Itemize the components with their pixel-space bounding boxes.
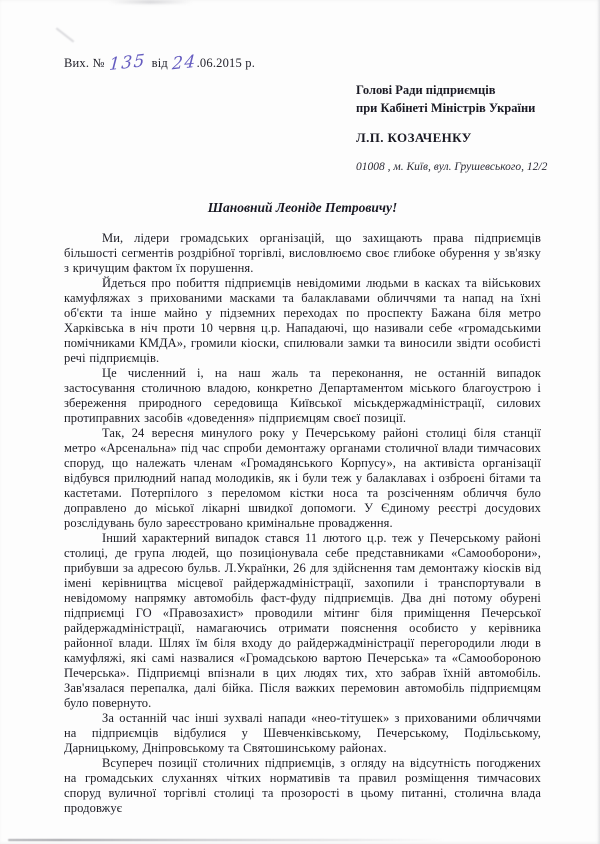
scan-shadow-bottom <box>8 839 445 842</box>
letter-body <box>64 200 541 816</box>
ref-day-handwritten: 24 <box>171 51 198 75</box>
scan-mark-corner <box>56 27 75 42</box>
paragraph-2: Йдеться про побиття підприємців невідомими людьми в касках та військових камуфляжах з прихованими масками та балаклавами обличчями та напад на їхні об'єкти та інше майно у підземних переходах по проспекту Бажана біля метро Харківська в ніч проти 10 червня ц.р. Нападаючі, що називали себе «громадськими помічниками КМДА», громили кіоски, спилювали замки та виносили звідти особисті речі підприємців. <box>64 276 541 365</box>
paragraph-3: Це численний і, на наш жаль та переконання, не останній випадок застосування столичною владою, конкретно Департаментом міського благоустрою і збереження природного середовища Київської міськдержадміністрації, силових протиправних засобів «доведення» підприємцям своєї позиції. <box>64 366 541 425</box>
ref-number-handwritten: 135 <box>108 50 147 76</box>
recipient-block <box>356 82 586 173</box>
ref-prefix: Вих. № <box>64 56 105 70</box>
recipient-organization <box>356 82 586 117</box>
paragraph-5: Інший характерний випадок стався 11 лютого ц.р. теж у Печерському районі столиці, де група людей, що позиціонувала себе представниками «Самооборони», прибувши за адресою бульв. Л.Українки, 26 для здійснення там демонтажу кіосків від імені керівництва місцевої райдержадміністрації, захопили і транспортували в невідомому напрямку автомобіль фаст-фуду підприємців. Два дні потому обурені підприємці ГО «Правозахист» проводили мітинг біля приміщення Печерської райдержадміністрації, намагаючись отримати пояснення особисто у керівника районної влади. Шлях їм біля входу до райдержадміністрації перегородили люди в камуфляжі, які самі назвалися «Громадською вартою Печерська» та «Самообороною Печерська». Підприємці впізнали в цих людях тих, хто забрав їхній автомобіль. Зав'язалася перепалка, далі бійка. Після важких перемовин автомобіль підприємцям було повернуто. <box>64 531 541 710</box>
scan-smudge-top <box>108 0 193 4</box>
recipient-address: 01008 , м. Київ, вул. Грушевського, 12/2 <box>356 161 548 173</box>
paragraph-6: За останній час інші зухвалі напади «нео-тітушек» з прихованими обличчями на підприємців відбулися у Шевченківському, Печерському, Подільському, Дарницькому, Дніпровському та Святошинському районах. <box>64 711 541 755</box>
salutation: Шановний Леоніде Петровичу! <box>207 200 398 215</box>
recipient-org-line2: при Кабінеті Міністрів України <box>356 100 536 115</box>
ref-date: .06.2015 р. <box>196 56 256 70</box>
recipient-name: Л.П. КОЗАЧЕНКУ <box>356 130 472 145</box>
outgoing-reference-line <box>64 50 256 76</box>
paragraph-7: Всупереч позиції столичних підприємців, з огляду на відсутність погоджених на громадських слуханнях чітких нормативів та правил розміщення тимчасових споруд вуличної торгівлі столиці та прозорості в цьому питанні, столична влада продовжує <box>64 756 541 815</box>
paragraph-4: Так, 24 вересня минулого року у Печерському районі столиці біля станції метро «Арсенальна» під час спроби демонтажу органами столичної влади тимчасових споруд, що належать членам «Громадянського Корпусу», на активіста організації відбувся прилюдний напад молодиків, як і були теж у балаклавах і озброєні бітами та кастетами. Потерпілого з переломом кістки носа та розсіченням обличчя було доправлено до міської лікарні швидкої допомоги. У Єдиному реєстрі досудових розслідувань було зареєстровано кримінальне провадження. <box>64 426 541 530</box>
recipient-org-line1: Голові Ради підприємців <box>356 83 496 97</box>
paragraph-1: Ми, лідери громадських організацій, що захищають права підприємців більшості сегментів роздрібної торгівлі, висловлюємо своє глибоке обурення у зв'язку з кричущим фактом їх порушення. <box>64 231 541 275</box>
ref-from-label: від <box>151 56 168 70</box>
